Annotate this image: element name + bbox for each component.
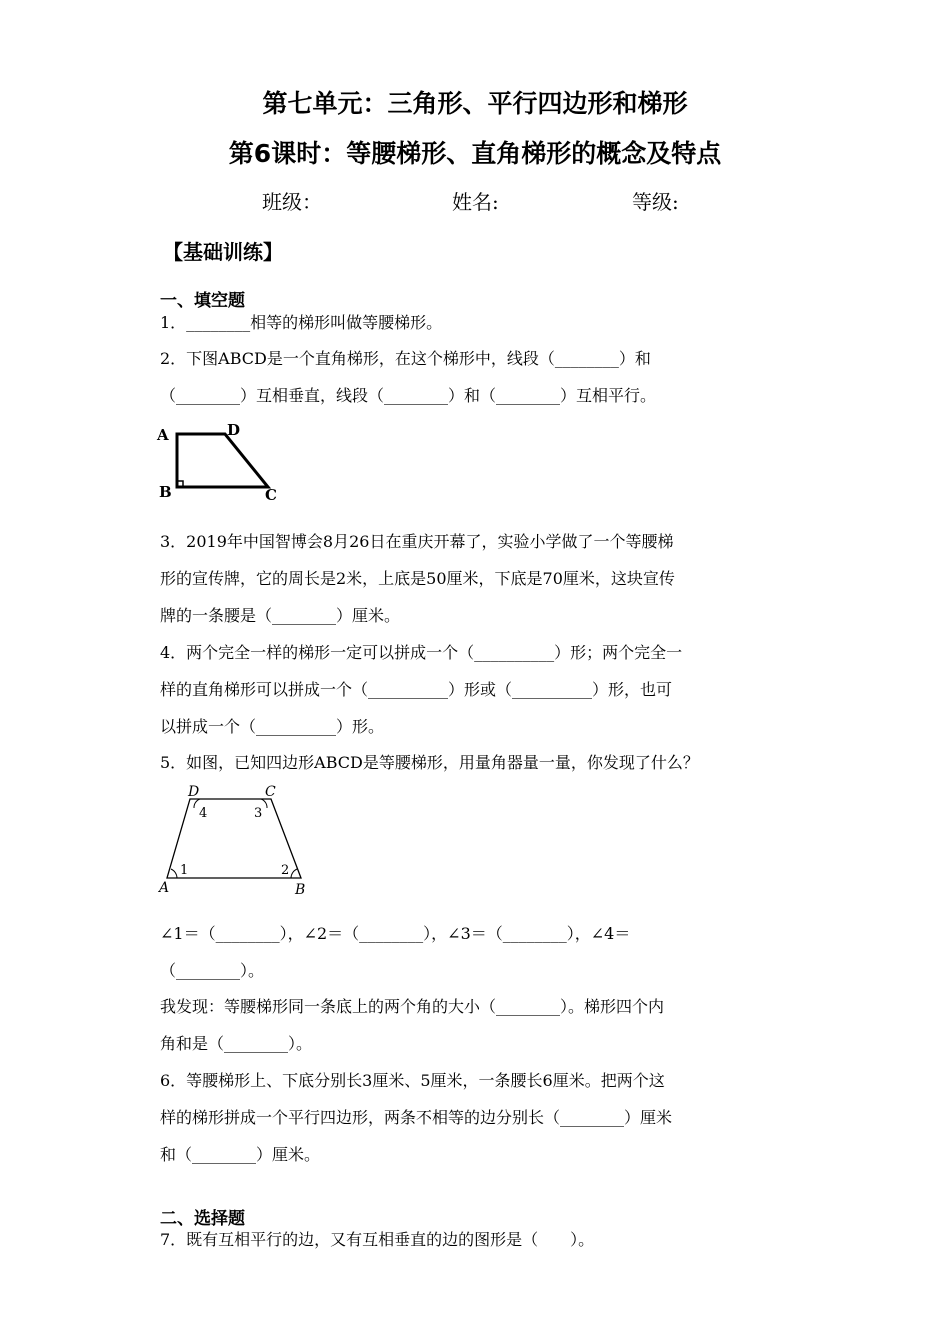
part2-heading: 二、选择题 bbox=[160, 1209, 245, 1229]
right-trapezoid-figure bbox=[155, 418, 285, 510]
angle-label-3: 3 bbox=[254, 806, 263, 821]
angle-label-2: 2 bbox=[281, 863, 290, 878]
question-6-line-2: 样的梯形拼成一个平行四边形，两条不相等的边分别长（________）厘米 bbox=[160, 1108, 673, 1127]
question-5-line-2: ∠1＝（________），∠2＝（________），∠3＝（________），∠4＝ bbox=[160, 924, 631, 943]
question-4-line-1: 4．两个完全一样的梯形一定可以拼成一个（__________）形；两个完全一 bbox=[160, 643, 683, 662]
question-7: 7．既有互相平行的边，又有互相垂直的边的图形是（ ）。 bbox=[160, 1230, 595, 1249]
section-basic-training: 【基础训练】 bbox=[163, 240, 283, 264]
name-label: 姓名: bbox=[452, 190, 499, 214]
question-6-line-3: 和（________）厘米。 bbox=[160, 1145, 321, 1164]
question-2-line-1: 2．下图ABCD是一个直角梯形，在这个梯形中，线段（________）和 bbox=[160, 349, 651, 368]
lesson-title: 第6课时：等腰梯形、直角梯形的概念及特点 bbox=[228, 139, 722, 168]
unit-title: 第七单元：三角形、平行四边形和梯形 bbox=[262, 89, 688, 118]
label-C: C bbox=[265, 486, 277, 504]
question-3-line-2: 形的宣传牌，它的周长是2米，上底是50厘米，下底是70厘米，这块宣传 bbox=[160, 569, 675, 588]
label-B: B bbox=[159, 483, 172, 501]
label-A: A bbox=[157, 426, 169, 444]
question-4-line-2: 样的直角梯形可以拼成一个（__________）形或（__________）形，也可 bbox=[160, 680, 673, 699]
question-6-line-1: 6．等腰梯形上、下底分别长3厘米、5厘米，一条腰长6厘米。把两个这 bbox=[160, 1071, 665, 1090]
question-5-line-4: 我发现：等腰梯形同一条底上的两个角的大小（________）。梯形四个内 bbox=[160, 997, 665, 1016]
label-D: D bbox=[227, 421, 241, 439]
question-5-line-3: （________）。 bbox=[160, 961, 265, 980]
angle-label-1: 1 bbox=[180, 863, 189, 878]
question-3-line-1: 3．2019年中国智博会8月26日在重庆开幕了，实验小学做了一个等腰梯 bbox=[160, 532, 674, 551]
label-C: C bbox=[265, 784, 276, 800]
question-2-line-2: （________）互相垂直，线段（________）和（________）互相平行。 bbox=[160, 386, 657, 405]
question-3-line-3: 牌的一条腰是（________）厘米。 bbox=[160, 606, 401, 625]
trapezoid-shape bbox=[177, 434, 268, 487]
question-1: 1．________相等的梯形叫做等腰梯形。 bbox=[160, 313, 443, 332]
angle-label-4: 4 bbox=[199, 806, 208, 821]
question-4-line-3: 以拼成一个（__________）形。 bbox=[160, 717, 385, 736]
label-A: A bbox=[159, 880, 170, 896]
isosceles-trapezoid-figure bbox=[155, 782, 320, 900]
label-D: D bbox=[188, 784, 200, 800]
part1-heading: 一、填空题 bbox=[160, 291, 245, 311]
grade-label: 等级: bbox=[632, 190, 679, 214]
question-5-line-5: 角和是（________）。 bbox=[160, 1034, 313, 1053]
question-5-line-1: 5．如图，已知四边形ABCD是等腰梯形，用量角器量一量，你发现了什么？ bbox=[160, 753, 699, 772]
class-label: 班级： bbox=[262, 190, 322, 214]
label-B: B bbox=[295, 882, 306, 898]
